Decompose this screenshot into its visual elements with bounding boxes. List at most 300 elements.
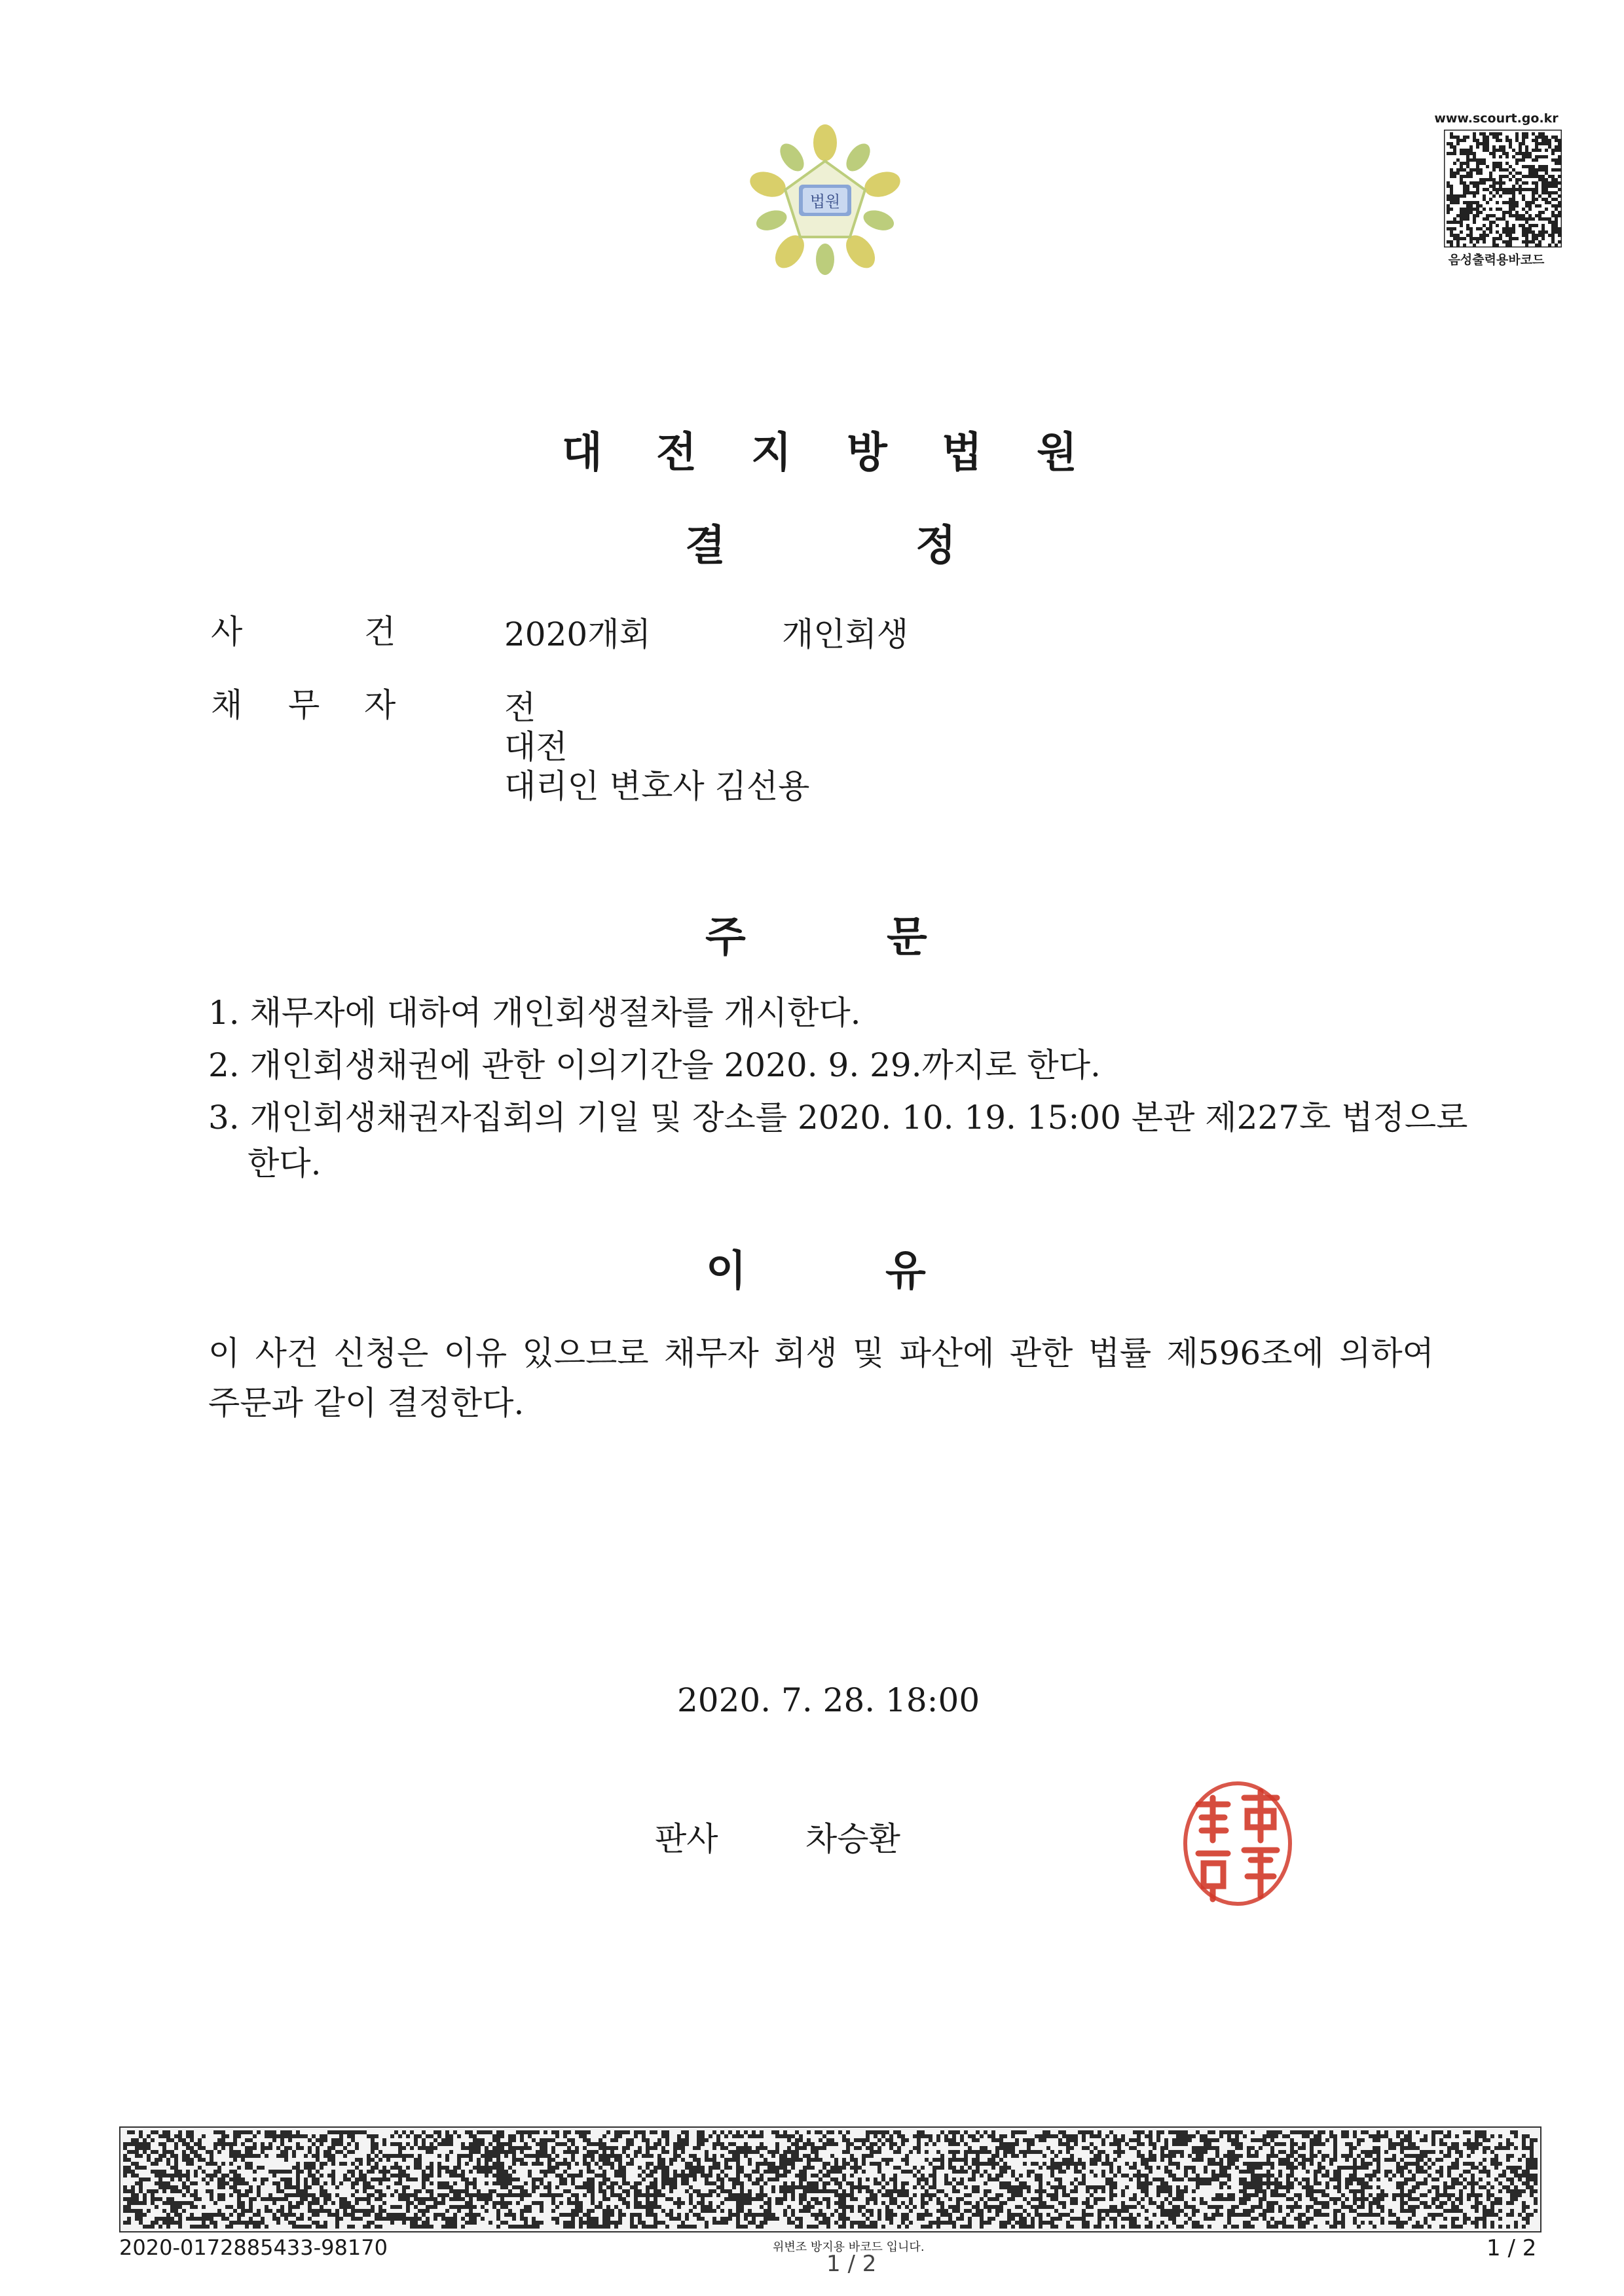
barcode-cell xyxy=(677,2142,681,2146)
barcode-cell xyxy=(190,2134,194,2138)
barcode-cell xyxy=(1365,2166,1369,2170)
barcode-cell xyxy=(1101,2162,1105,2166)
barcode-cell xyxy=(677,2213,681,2217)
barcode-cell xyxy=(1357,2205,1361,2209)
barcode-cell xyxy=(575,2201,579,2205)
barcode-cell xyxy=(1498,2201,1502,2205)
barcode-cell xyxy=(1522,2209,1526,2213)
barcode-cell xyxy=(516,2178,520,2181)
barcode-cell xyxy=(1294,2130,1298,2134)
barcode-cell xyxy=(1450,132,1453,136)
barcode-cell xyxy=(622,2213,626,2217)
barcode-cell xyxy=(815,2197,819,2201)
barcode-cell xyxy=(249,2154,253,2158)
barcode-cell xyxy=(1090,2162,1094,2166)
barcode-cell xyxy=(732,2185,736,2189)
barcode-cell xyxy=(1435,2213,1439,2217)
barcode-cell xyxy=(520,2130,524,2134)
barcode-cell xyxy=(1007,2142,1011,2146)
barcode-cell xyxy=(838,2201,842,2205)
barcode-cell xyxy=(339,2181,343,2185)
barcode-cell xyxy=(771,2166,775,2170)
barcode-cell xyxy=(1467,2217,1471,2221)
barcode-cell xyxy=(591,2185,595,2189)
barcode-cell xyxy=(1011,2142,1015,2146)
barcode-cell xyxy=(669,2162,673,2166)
barcode-cell xyxy=(1538,230,1541,234)
barcode-cell xyxy=(1357,2138,1361,2142)
barcode-cell xyxy=(500,2205,504,2209)
barcode-cell xyxy=(473,2193,477,2197)
barcode-cell xyxy=(815,2130,819,2134)
barcode-cell xyxy=(1466,191,1469,194)
barcode-cell xyxy=(351,2205,355,2209)
barcode-cell xyxy=(874,2162,877,2166)
barcode-cell xyxy=(378,2189,382,2193)
barcode-cell xyxy=(1227,2221,1231,2225)
barcode-cell xyxy=(453,2205,457,2209)
barcode-cell xyxy=(925,2142,929,2146)
barcode-cell xyxy=(1168,2189,1172,2193)
barcode-cell xyxy=(1086,2213,1090,2217)
barcode-cell xyxy=(976,2154,980,2158)
barcode-cell xyxy=(1548,175,1551,178)
barcode-cell xyxy=(1349,2205,1353,2209)
barcode-cell xyxy=(850,2205,854,2209)
barcode-cell xyxy=(901,2217,905,2221)
barcode-cell xyxy=(795,2150,799,2154)
barcode-cell xyxy=(826,2221,830,2225)
barcode-cell xyxy=(288,2178,292,2181)
barcode-cell xyxy=(980,2162,984,2166)
barcode-cell xyxy=(1509,240,1512,244)
barcode-cell xyxy=(1255,2162,1259,2166)
barcode-cell xyxy=(1302,2166,1306,2170)
barcode-cell xyxy=(241,2181,245,2185)
barcode-cell xyxy=(1043,2189,1046,2193)
barcode-cell xyxy=(728,2130,732,2134)
barcode-cell xyxy=(1453,227,1456,230)
barcode-cell xyxy=(1113,2225,1117,2229)
barcode-cell xyxy=(862,2142,866,2146)
barcode-cell xyxy=(1512,155,1515,158)
barcode-cell xyxy=(1506,2166,1510,2170)
barcode-cell xyxy=(1074,2178,1078,2181)
barcode-cell xyxy=(1290,2138,1294,2142)
barcode-cell xyxy=(724,2221,728,2225)
barcode-cell xyxy=(874,2178,877,2181)
barcode-cell xyxy=(457,2193,461,2197)
barcode-cell xyxy=(1019,2181,1023,2185)
barcode-cell xyxy=(312,2142,316,2146)
barcode-cell xyxy=(960,2225,964,2229)
barcode-cell xyxy=(936,2225,940,2229)
barcode-cell xyxy=(579,2130,583,2134)
case-name: 개인회생 xyxy=(782,615,909,653)
barcode-cell xyxy=(1460,152,1463,155)
barcode-cell xyxy=(1467,2162,1471,2166)
barcode-cell xyxy=(760,2162,764,2166)
barcode-cell xyxy=(583,2221,587,2225)
barcode-cell xyxy=(779,2154,783,2158)
barcode-cell xyxy=(1400,2174,1404,2178)
barcode-cell xyxy=(551,2138,555,2142)
barcode-cell xyxy=(677,2174,681,2178)
barcode-cell xyxy=(496,2130,500,2134)
order-heading: 주 문 xyxy=(705,913,927,962)
barcode-cell xyxy=(532,2130,536,2134)
barcode-cell xyxy=(465,2130,469,2134)
barcode-cell xyxy=(917,2181,921,2185)
barcode-cell xyxy=(1294,2201,1298,2205)
barcode-cell xyxy=(532,2162,536,2166)
barcode-cell xyxy=(826,2181,830,2185)
barcode-cell xyxy=(1396,2217,1400,2221)
barcode-cell xyxy=(1404,2181,1408,2185)
barcode-cell xyxy=(1373,2197,1376,2201)
barcode-cell xyxy=(127,2158,131,2162)
barcode-cell xyxy=(622,2150,626,2154)
barcode-cell xyxy=(1479,2185,1483,2189)
barcode-cell xyxy=(673,2170,677,2174)
barcode-cell xyxy=(1282,2193,1286,2197)
barcode-cell xyxy=(724,2166,728,2170)
barcode-cell xyxy=(595,2217,599,2221)
barcode-cell xyxy=(999,2221,1003,2225)
barcode-cell xyxy=(1066,2146,1070,2150)
barcode-cell xyxy=(897,2205,901,2209)
barcode-cell xyxy=(1510,2142,1514,2146)
barcode-cell xyxy=(815,2146,819,2150)
barcode-cell xyxy=(736,2150,740,2154)
barcode-cell xyxy=(1483,2158,1486,2162)
barcode-cell xyxy=(221,2197,225,2201)
barcode-cell xyxy=(976,2150,980,2154)
barcode-cell xyxy=(316,2158,320,2162)
barcode-cell xyxy=(622,2146,626,2150)
barcode-cell xyxy=(131,2185,135,2189)
barcode-cell xyxy=(430,2170,434,2174)
barcode-cell xyxy=(984,2170,987,2174)
barcode-cell xyxy=(551,2197,555,2201)
barcode-cell xyxy=(1003,2146,1007,2150)
barcode-cell xyxy=(473,2134,477,2138)
barcode-cell xyxy=(779,2174,783,2178)
barcode-cell xyxy=(414,2138,418,2142)
barcode-cell xyxy=(265,2130,268,2134)
barcode-cell xyxy=(190,2162,194,2166)
barcode-cell xyxy=(1469,227,1473,230)
barcode-cell xyxy=(1353,2197,1357,2201)
barcode-cell xyxy=(386,2213,390,2217)
barcode-cell xyxy=(854,2221,858,2225)
anti-forgery-barcode xyxy=(119,2126,1541,2232)
barcode-cell xyxy=(1551,234,1555,237)
barcode-cell xyxy=(127,2166,131,2170)
barcode-cell xyxy=(202,2225,206,2229)
barcode-cell xyxy=(1109,2217,1113,2221)
barcode-cell xyxy=(371,2166,375,2170)
barcode-cell xyxy=(807,2209,811,2213)
barcode-cell xyxy=(976,2130,980,2134)
barcode-cell xyxy=(186,2201,190,2205)
barcode-cell xyxy=(147,2146,151,2150)
barcode-cell xyxy=(469,2154,473,2158)
barcode-cell xyxy=(1551,237,1555,240)
barcode-cell xyxy=(925,2178,929,2181)
barcode-cell xyxy=(1365,2213,1369,2217)
barcode-cell xyxy=(1514,2166,1518,2170)
barcode-cell xyxy=(394,2174,398,2178)
barcode-cell xyxy=(166,2162,170,2166)
barcode-cell xyxy=(1476,139,1479,142)
barcode-cell xyxy=(602,2193,606,2197)
barcode-cell xyxy=(147,2178,151,2181)
barcode-cell xyxy=(147,2158,151,2162)
barcode-cell xyxy=(331,2174,335,2178)
barcode-cell xyxy=(842,2217,846,2221)
barcode-cell xyxy=(1447,152,1450,155)
barcode-cell xyxy=(1219,2130,1223,2134)
barcode-cell xyxy=(1463,168,1466,172)
barcode-cell xyxy=(1431,2197,1435,2201)
barcode-cell xyxy=(677,2205,681,2209)
barcode-cell xyxy=(583,2181,587,2185)
barcode-cell xyxy=(512,2154,516,2158)
barcode-cell xyxy=(1310,2197,1314,2201)
barcode-cell xyxy=(889,2197,893,2201)
barcode-cell xyxy=(1015,2185,1019,2189)
barcode-cell xyxy=(795,2142,799,2146)
barcode-cell xyxy=(1486,2193,1490,2197)
barcode-cell xyxy=(1463,2221,1467,2225)
barcode-cell xyxy=(646,2142,650,2146)
barcode-cell xyxy=(1400,2158,1404,2162)
barcode-cell xyxy=(807,2205,811,2209)
barcode-cell xyxy=(1325,2193,1329,2197)
barcode-cell xyxy=(520,2197,524,2201)
barcode-cell xyxy=(343,2178,347,2181)
barcode-cell xyxy=(217,2130,221,2134)
barcode-cell xyxy=(874,2181,877,2185)
barcode-cell xyxy=(1266,2162,1270,2166)
barcode-cell xyxy=(1509,145,1512,149)
barcode-cell xyxy=(732,2197,736,2201)
barcode-cell xyxy=(583,2138,587,2142)
barcode-cell xyxy=(190,2217,194,2221)
barcode-cell xyxy=(1496,201,1499,204)
barcode-cell xyxy=(1105,2178,1109,2181)
barcode-cell xyxy=(1050,2162,1054,2166)
barcode-cell xyxy=(1196,2174,1200,2178)
barcode-cell xyxy=(1528,152,1532,155)
barcode-cell xyxy=(1512,198,1515,201)
barcode-cell xyxy=(822,2213,826,2217)
barcode-cell xyxy=(1420,2166,1424,2170)
barcode-cell xyxy=(1211,2146,1215,2150)
barcode-cell xyxy=(1286,2197,1290,2201)
barcode-cell xyxy=(1282,2158,1286,2162)
barcode-cell xyxy=(1416,2146,1420,2150)
barcode-cell xyxy=(858,2225,862,2229)
barcode-cell xyxy=(1101,2170,1105,2174)
barcode-cell xyxy=(791,2213,795,2217)
barcode-cell xyxy=(213,2174,217,2178)
barcode-cell xyxy=(1329,2178,1333,2181)
barcode-cell xyxy=(194,2205,198,2209)
barcode-cell xyxy=(1263,2197,1266,2201)
barcode-cell xyxy=(567,2150,571,2154)
barcode-cell xyxy=(316,2209,320,2213)
barcode-cell xyxy=(166,2201,170,2205)
barcode-cell xyxy=(1058,2201,1062,2205)
barcode-cell xyxy=(1479,178,1483,181)
barcode-cell xyxy=(512,2185,516,2189)
barcode-cell xyxy=(1466,152,1469,155)
barcode-cell xyxy=(1435,2170,1439,2174)
barcode-cell xyxy=(300,2225,304,2229)
barcode-cell xyxy=(1219,2170,1223,2174)
barcode-cell xyxy=(1015,2205,1019,2209)
barcode-cell xyxy=(272,2217,276,2221)
barcode-cell xyxy=(1031,2142,1035,2146)
barcode-cell xyxy=(830,2142,834,2146)
barcode-cell xyxy=(1489,152,1492,155)
barcode-cell xyxy=(1133,2193,1137,2197)
barcode-cell xyxy=(229,2213,233,2217)
barcode-cell xyxy=(1215,2209,1219,2213)
barcode-cell xyxy=(1176,2178,1180,2181)
barcode-cell xyxy=(1541,136,1545,139)
barcode-cell xyxy=(1558,211,1561,214)
barcode-cell xyxy=(1235,2154,1239,2158)
barcode-cell xyxy=(1066,2193,1070,2197)
barcode-cell xyxy=(1329,2197,1333,2201)
barcode-cell xyxy=(441,2185,445,2189)
barcode-cell xyxy=(654,2170,657,2174)
barcode-cell xyxy=(858,2205,862,2209)
barcode-cell xyxy=(461,2142,465,2146)
barcode-cell xyxy=(457,2205,461,2209)
barcode-cell xyxy=(1447,2166,1451,2170)
barcode-cell xyxy=(1456,172,1460,175)
barcode-cell xyxy=(343,2205,347,2209)
barcode-cell xyxy=(602,2221,606,2225)
barcode-cell xyxy=(709,2166,712,2170)
barcode-cell xyxy=(736,2166,740,2170)
barcode-cell xyxy=(854,2162,858,2166)
barcode-cell xyxy=(995,2150,999,2154)
barcode-cell xyxy=(972,2178,976,2181)
barcode-cell xyxy=(1471,2185,1475,2189)
barcode-cell xyxy=(638,2181,642,2185)
barcode-cell xyxy=(225,2142,229,2146)
barcode-cell xyxy=(595,2142,599,2146)
barcode-cell xyxy=(771,2189,775,2193)
barcode-cell xyxy=(779,2185,783,2189)
barcode-cell xyxy=(1471,2181,1475,2185)
barcode-cell xyxy=(1361,2138,1365,2142)
barcode-cell xyxy=(174,2174,178,2178)
barcode-cell xyxy=(980,2209,984,2213)
barcode-cell xyxy=(198,2142,202,2146)
barcode-cell xyxy=(1050,2205,1054,2209)
barcode-cell xyxy=(654,2130,657,2134)
barcode-cell xyxy=(1160,2146,1164,2150)
barcode-cell xyxy=(1408,2138,1412,2142)
court-name-char: 원 xyxy=(1037,429,1077,477)
barcode-cell xyxy=(1070,2209,1074,2213)
barcode-cell xyxy=(720,2185,724,2189)
barcode-cell xyxy=(1376,2166,1380,2170)
barcode-cell xyxy=(1149,2158,1153,2162)
barcode-cell xyxy=(661,2158,665,2162)
barcode-cell xyxy=(1450,201,1453,204)
barcode-cell xyxy=(331,2178,335,2181)
barcode-cell xyxy=(288,2134,292,2138)
barcode-cell xyxy=(402,2213,406,2217)
barcode-cell xyxy=(1333,2213,1337,2217)
barcode-cell xyxy=(1062,2213,1066,2217)
barcode-cell xyxy=(300,2213,304,2217)
barcode-cell xyxy=(1337,2174,1341,2178)
barcode-cell xyxy=(685,2130,689,2134)
barcode-cell xyxy=(496,2142,500,2146)
barcode-cell xyxy=(1530,2166,1534,2170)
barcode-cell xyxy=(654,2178,657,2181)
barcode-cell xyxy=(190,2181,194,2185)
barcode-cell xyxy=(724,2162,728,2166)
barcode-cell xyxy=(496,2150,500,2154)
barcode-cell xyxy=(508,2166,512,2170)
barcode-cell xyxy=(740,2197,744,2201)
barcode-cell xyxy=(1483,2166,1486,2170)
barcode-cell xyxy=(1318,2150,1321,2154)
barcode-cell xyxy=(371,2193,375,2197)
barcode-cell xyxy=(363,2178,367,2181)
barcode-cell xyxy=(956,2142,960,2146)
barcode-cell xyxy=(1164,2138,1168,2142)
barcode-cell xyxy=(1431,2185,1435,2189)
barcode-cell xyxy=(1039,2138,1043,2142)
barcode-cell xyxy=(995,2174,999,2178)
barcode-cell xyxy=(135,2138,139,2142)
barcode-cell xyxy=(1098,2185,1101,2189)
barcode-cell xyxy=(944,2221,948,2225)
barcode-cell xyxy=(842,2158,846,2162)
barcode-cell xyxy=(331,2158,335,2162)
barcode-cell xyxy=(1113,2205,1117,2209)
barcode-cell xyxy=(261,2150,265,2154)
barcode-cell xyxy=(646,2185,650,2189)
barcode-cell xyxy=(237,2134,241,2138)
barcode-cell xyxy=(654,2205,657,2209)
barcode-cell xyxy=(1117,2142,1121,2146)
barcode-cell xyxy=(1282,2150,1286,2154)
barcode-cell xyxy=(1380,2134,1384,2138)
barcode-cell xyxy=(1476,237,1479,240)
barcode-cell xyxy=(1428,2166,1431,2170)
barcode-cell xyxy=(1494,2162,1498,2166)
barcode-cell xyxy=(858,2189,862,2193)
barcode-cell xyxy=(654,2217,657,2221)
barcode-cell xyxy=(760,2142,764,2146)
barcode-cell xyxy=(1149,2134,1153,2138)
barcode-cell xyxy=(1215,2162,1219,2166)
barcode-cell xyxy=(1113,2209,1117,2213)
barcode-cell xyxy=(1196,2146,1200,2150)
barcode-cell xyxy=(1460,211,1463,214)
